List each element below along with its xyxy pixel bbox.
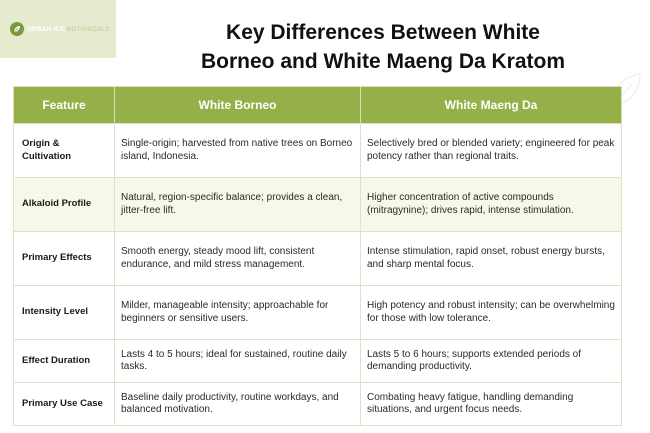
page-title	[116, 18, 650, 76]
row-white-maeng-da: Combating heavy fatigue, handling demanding situations, and urgent focus needs.	[361, 383, 622, 426]
table-row	[14, 286, 622, 340]
header-feature: Feature	[14, 87, 115, 124]
row-white-maeng-da: Intense stimulation, rapid onset, robust energy bursts, and sharp mental focus.	[361, 232, 622, 286]
row-white-maeng-da: Selectively bred or blended variety; engineered for peak potency rather than regional traits.	[361, 124, 622, 178]
row-white-borneo: Milder, manageable intensity; approachable for beginners or sensitive users.	[115, 286, 361, 340]
row-white-borneo: Natural, region-specific balance; provides a clean, jitter-free lift.	[115, 178, 361, 232]
leaf-icon	[10, 22, 24, 36]
header-white-borneo: White Borneo	[115, 87, 361, 124]
row-feature: Primary Effects	[14, 232, 115, 286]
table-row	[14, 232, 622, 286]
table-row	[14, 178, 622, 232]
row-feature: Intensity Level	[14, 286, 115, 340]
row-white-borneo: Baseline daily productivity, routine workdays, and balanced motivation.	[115, 383, 361, 426]
row-feature: Effect Duration	[14, 340, 115, 383]
row-white-maeng-da: Higher concentration of active compounds (mitragynine); drives rapid, intense stimulation.	[361, 178, 622, 232]
table-row	[14, 383, 622, 426]
table-row	[14, 124, 622, 178]
row-feature: Origin & Cultivation	[14, 124, 115, 178]
row-white-borneo: Lasts 4 to 5 hours; ideal for sustained, routine daily tasks.	[115, 340, 361, 383]
table-row	[14, 340, 622, 383]
title-line-2: Borneo and White Maeng Da Kratom	[200, 50, 566, 73]
comparison-table	[13, 86, 622, 426]
row-white-borneo: Smooth energy, steady mood lift, consistent endurance, and mild stress management.	[115, 232, 361, 286]
row-feature: Primary Use Case	[14, 383, 115, 426]
header-white-maeng-da: White Maeng Da	[361, 87, 622, 124]
brand-logo	[0, 0, 116, 58]
row-feature: Alkaloid Profile	[14, 178, 115, 232]
title-line-1: Key Differences Between White	[226, 21, 540, 44]
row-white-borneo: Single-origin; harvested from native trees on Borneo island, Indonesia.	[115, 124, 361, 178]
row-white-maeng-da: High potency and robust intensity; can be overwhelming for those with low tolerance.	[361, 286, 622, 340]
row-white-maeng-da: Lasts 5 to 6 hours; supports extended periods of demanding productivity.	[361, 340, 622, 383]
brand-name: URBAN ICE BOTANICALS	[27, 25, 110, 33]
table-header-row	[14, 87, 622, 124]
